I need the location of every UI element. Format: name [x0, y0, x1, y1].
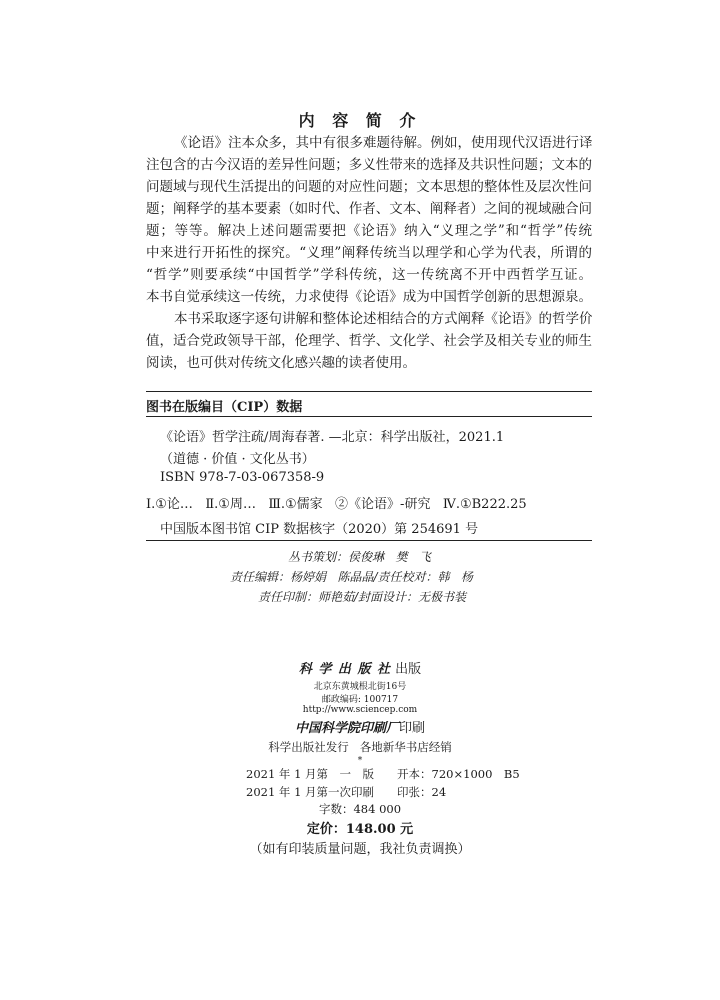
summary-paragraph-1-line-3: 问题域与现代生活提出的问题的对应性问题；文本思想的整体性及层次性问	[146, 179, 592, 195]
summary-paragraph-2-line-3: 阅读，也可供对传统文化感兴趣的读者使用。	[146, 355, 416, 371]
cip-series: （道德 · 价值 · 文化丛书）	[160, 452, 315, 467]
word-count: 字数：484 000	[318, 802, 402, 816]
cip-heading-rule	[146, 416, 592, 417]
cip-record: 中国版本图书馆 CIP 数据核字（2020）第 254691 号	[160, 522, 479, 537]
responsible-editors: 责任编辑：杨婷娟 陈晶晶/责任校对：韩 杨	[230, 570, 473, 584]
summary-paragraph-1-line-4: 题；阐释学的基本要素（如时代、作者、文本、阐释者）之间的视域融合问	[146, 201, 592, 217]
summary-paragraph-1-line-7: “哲学”则要承续“中国哲学”学科传统，这一传统离不开中西哲学互证。	[146, 267, 592, 283]
series-planner: 丛书策划：侯俊琳 樊 飞	[288, 550, 431, 564]
price: 定价：148.00 元	[306, 822, 414, 837]
distribution-line: 科学出版社发行 各地新华书店经销	[268, 740, 452, 754]
printer-name: 中国科学院印刷厂	[294, 721, 399, 736]
edition-line-2: 2021 年 1 月第一次印刷 印张：24	[246, 785, 447, 799]
publisher-postcode: 邮政编码: 100717	[321, 695, 399, 705]
summary-paragraph-1-line-6: 中来进行开拓性的探究。“义理”阐释传统当以理学和心学为代表，所谓的	[146, 245, 592, 261]
cip-heading: 图书在版编目（CIP）数据	[146, 400, 303, 415]
publisher-name: 科 学 出 版 社	[298, 662, 391, 677]
summary-paragraph-1-line-1: 《论语》注本众多，其中有很多难题待解。例如，使用现代汉语进行译	[174, 135, 592, 151]
publisher-address: 北京东黄城根北街16号	[313, 682, 407, 692]
cip-bottom-rule	[146, 540, 592, 541]
printer-suffix: 印刷	[399, 721, 426, 736]
summary-paragraph-2-line-2: 值，适合党政领导干部，伦理学、哲学、文化学、社会学及相关专业的师生	[146, 333, 592, 349]
cip-entry: 《论语》哲学注疏/周海春著. —北京：科学出版社，2021.1	[160, 430, 505, 445]
cip-isbn: ISBN 978-7-03-067358-9	[160, 470, 325, 485]
summary-title: 内 容 简 介	[298, 111, 422, 130]
cip-classification: Ⅰ.①论… Ⅱ.①周… Ⅲ.①儒家 ②《论语》-研究 Ⅳ.①B222.25	[146, 497, 527, 512]
separator-star: *	[357, 756, 363, 766]
cip-top-rule	[146, 391, 592, 392]
summary-paragraph-1-line-8: 本书自觉承续这一传统，力求使得《论语》成为中国哲学创新的思想源泉。	[146, 289, 592, 305]
summary-paragraph-1-line-5: 题；等等。解决上述问题需要把《论语》纳入“义理之学”和“哲学”传统	[146, 223, 592, 239]
summary-paragraph-2-line-1: 本书采取逐字逐句讲解和整体论述相结合的方式阐释《论语》的哲学价	[174, 311, 592, 327]
edition-line-1: 2021 年 1 月第 一 版 开本：720×1000 B5	[246, 767, 520, 781]
publisher-suffix: 出版	[390, 662, 422, 677]
quality-notice: （如有印装质量问题，我社负责调换）	[249, 842, 471, 857]
summary-paragraph-1-line-2: 注包含的古今汉语的差异性问题；多义性带来的选择及共识性问题；文本的	[146, 157, 592, 173]
publisher-line	[0, 658, 720, 677]
publisher-url: http://www.sciencep.com	[302, 705, 418, 715]
printer-line	[0, 717, 720, 736]
printing-and-cover-credits: 责任印制：师艳茹/封面设计：无极书装	[258, 590, 467, 604]
